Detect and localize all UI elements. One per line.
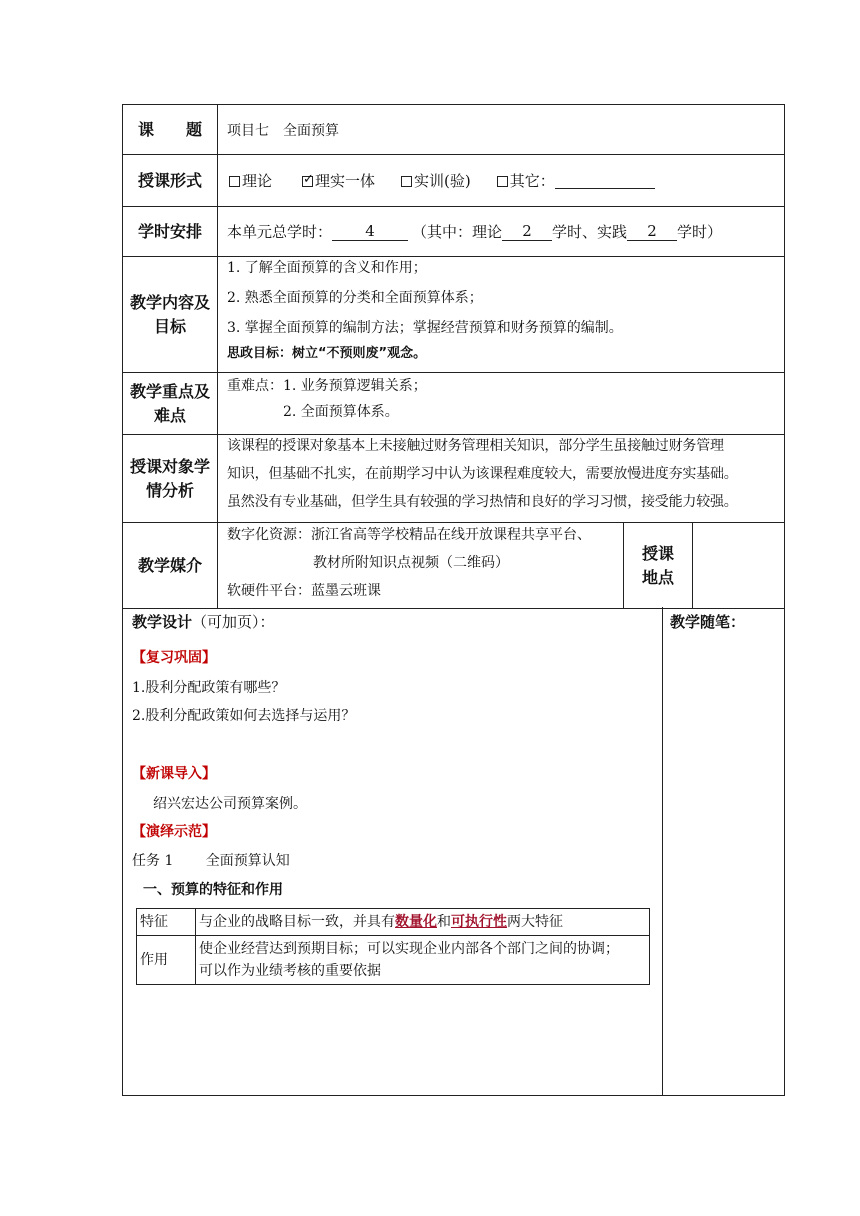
intro-title: 【新课导入】 <box>132 766 216 782</box>
location-label: 授课地点 <box>623 523 693 608</box>
lesson-plan-table <box>122 104 785 1096</box>
row-analysis <box>123 435 784 523</box>
keypoint-line2: 2. 全面预算体系。 <box>283 404 399 420</box>
highlight-quantified: 数量化 <box>395 914 437 930</box>
notes-label: 教学随笔： <box>670 613 746 631</box>
row-objectives <box>123 257 784 373</box>
teaching-notes <box>663 607 784 1095</box>
location-value <box>693 523 784 608</box>
checkbox-icon[interactable] <box>229 176 240 187</box>
format-option-theory[interactable]: 理论 <box>229 170 272 191</box>
hours-label: 学时安排 <box>123 207 218 256</box>
keypoint-line1: 重难点：1. 业务预算逻辑关系； <box>227 378 427 394</box>
checkbox-icon[interactable] <box>401 176 412 187</box>
analysis-line: 知识，但基础不扎实，在前期学习中认为该课程难度较大，需要放慢进度夯实基础。 <box>227 466 738 482</box>
hours-theory: 2 <box>502 222 552 241</box>
objectives-content <box>219 257 784 372</box>
table-cell-head: 特征 <box>137 909 196 936</box>
keypoints-content <box>219 373 784 434</box>
table-cell-head: 作用 <box>137 936 196 985</box>
format-option-integrated[interactable]: ✓ 理实一体 <box>302 170 375 191</box>
analysis-label: 授课对象学情分析 <box>123 435 218 522</box>
format-option-practical[interactable]: 实训(验) <box>401 170 471 191</box>
hours-mid2: 学时、实践 <box>552 223 628 241</box>
checked-checkbox-icon[interactable] <box>302 176 313 187</box>
format-label: 授课形式 <box>123 155 218 206</box>
checkbox-icon[interactable] <box>497 176 508 187</box>
hours-mid1: （其中：理论 <box>412 223 503 241</box>
highlight-executable: 可执行性 <box>451 914 507 930</box>
hours-total: 4 <box>332 222 408 241</box>
demo-title: 【演绎示范】 <box>132 824 216 840</box>
design-heading: 教学设计（可加页）： <box>132 613 275 631</box>
table-row <box>137 909 650 936</box>
intro-text: 绍兴宏达公司预算案例。 <box>153 796 307 812</box>
hours-value <box>219 207 784 256</box>
media-content <box>219 523 621 608</box>
row-keypoints <box>123 373 784 435</box>
objectives-label: 教学内容及目标 <box>123 257 218 372</box>
review-question-1: 1.股利分配政策有哪些？ <box>132 680 286 696</box>
objective-item: 1. 了解全面预算的含义和作用； <box>227 260 427 276</box>
media-line1: 数字化资源：浙江省高等学校精品在线开放课程共享平台、 <box>227 527 591 543</box>
row-media <box>123 523 784 609</box>
objective-item: 3. 掌握全面预算的编制方法；掌握经营预算和财务预算的编制。 <box>227 320 623 336</box>
table-row <box>137 936 650 985</box>
ideology-objective: 思政目标：树立“不预则废”观念。 <box>227 346 427 361</box>
row-format <box>123 155 784 207</box>
review-title: 【复习巩固】 <box>132 650 216 666</box>
media-label: 教学媒介 <box>123 523 218 608</box>
keypoints-label: 教学重点及难点 <box>123 373 218 434</box>
format-options <box>219 155 784 206</box>
hours-suffix: 学时） <box>677 223 723 241</box>
row-topic <box>123 105 784 155</box>
row-hours <box>123 207 784 257</box>
teaching-design <box>123 607 663 1095</box>
other-blank[interactable] <box>555 172 655 189</box>
task-title: 任务 1 全面预算认知 <box>132 853 290 869</box>
media-line2: 教材所附知识点视频（二维码） <box>313 555 509 571</box>
analysis-line: 虽然没有专业基础，但学生具有较强的学习热情和良好的学习习惯，接受能力较强。 <box>227 494 738 510</box>
format-option-other[interactable]: 其它： <box>497 170 555 191</box>
feature-table <box>136 908 650 985</box>
topic-value <box>219 105 784 154</box>
hours-practice: 2 <box>627 222 677 241</box>
objective-item: 2. 熟悉全面预算的分类和全面预算体系； <box>227 290 483 306</box>
topic-text: 项目七 全面预算 <box>227 122 339 139</box>
table-cell: 使企业经营达到预期目标；可以实现企业内部各个部门之间的协调； 可以作为业绩考核的重要依据 <box>196 936 650 985</box>
review-question-2: 2.股利分配政策如何去选择与运用？ <box>132 708 356 724</box>
section-title: 一、预算的特征和作用 <box>143 882 283 898</box>
hours-prefix: 本单元总学时： <box>227 223 333 241</box>
analysis-content <box>219 435 784 522</box>
table-cell: 与企业的战略目标一致，并具有数量化和可执行性两大特征 <box>196 909 650 936</box>
media-line3: 软硬件平台：蓝墨云班课 <box>227 583 381 599</box>
topic-label: 课 题 <box>123 105 218 154</box>
analysis-line: 该课程的授课对象基本上未接触过财务管理相关知识，部分学生虽接触过财务管理 <box>227 438 724 454</box>
